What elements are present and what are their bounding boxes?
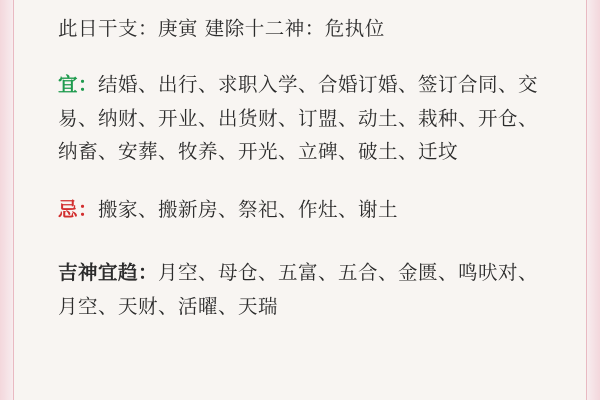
yi-paragraph — [58, 68, 546, 169]
spacer-1 — [58, 183, 546, 193]
almanac-content — [14, 0, 586, 400]
ganzhi-line: 此日干支：庚寅 建除十二神：危执位 — [58, 17, 385, 40]
jishen-text: 月空、母仓、五富、五合、金匮、鸣吠对、月空、天财、活曜、天瑞 — [58, 261, 539, 318]
ji-section — [58, 193, 546, 227]
right-border-line — [586, 0, 587, 400]
yi-label: 宜： — [58, 73, 99, 96]
ji-label: 忌： — [58, 197, 99, 221]
jishen-section — [58, 256, 546, 323]
right-border-decoration — [586, 0, 600, 400]
yi-text: 结婚、出行、求职入学、合婚订婚、签订合同、交易、纳财、开业、出货财、订盟、动土、栽种、开仓、纳畜、安葬、牧养、开光、立碑、破土、迁坟 — [58, 73, 539, 163]
ji-paragraph — [58, 193, 546, 227]
left-border-decoration — [0, 0, 14, 400]
ji-text: 搬家、搬新房、祭祀、作灶、谢土 — [98, 197, 399, 221]
jishen-paragraph — [58, 256, 546, 323]
spacer-2 — [58, 240, 546, 256]
yi-section — [58, 68, 546, 169]
jishen-label: 吉神宜趋： — [58, 261, 159, 284]
